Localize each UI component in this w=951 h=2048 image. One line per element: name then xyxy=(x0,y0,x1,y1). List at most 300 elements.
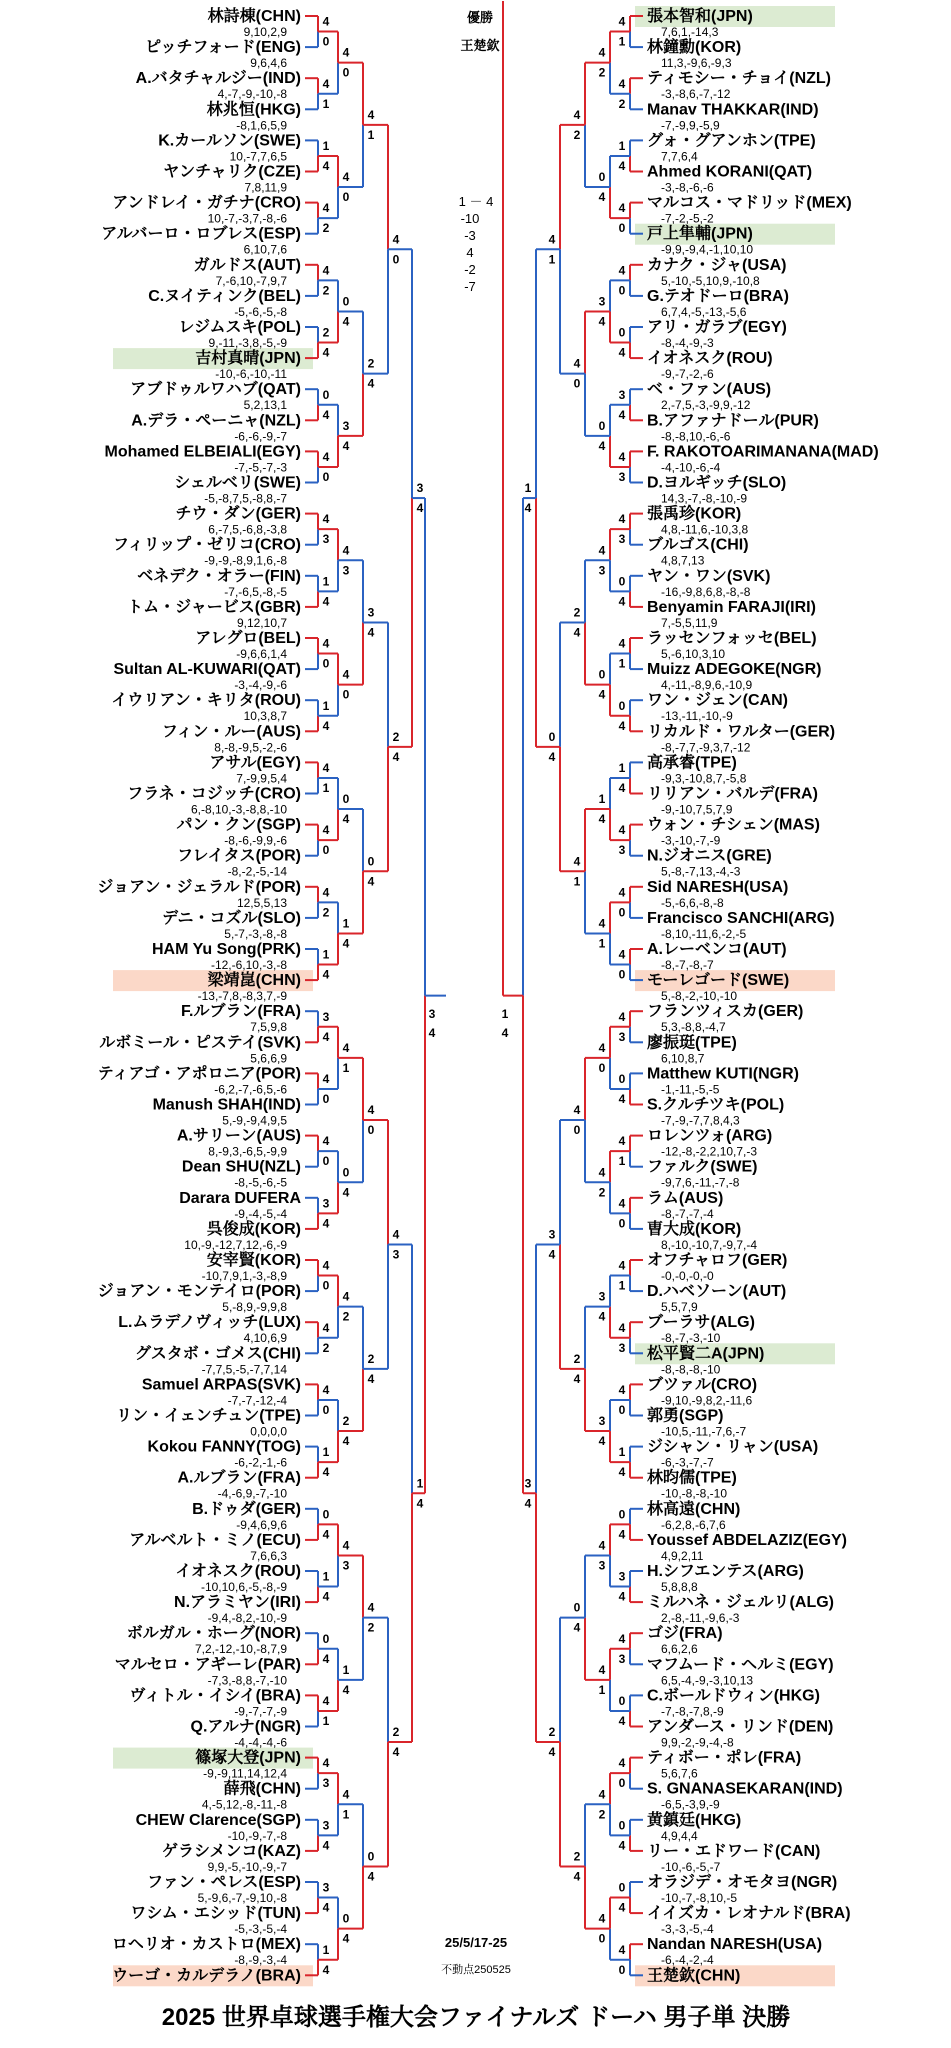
final-game-scores xyxy=(459,194,494,294)
match-score: -10,-6,-5,-7 xyxy=(661,1859,721,1874)
game-count: 4 xyxy=(342,1185,350,1200)
game-count: 2 xyxy=(367,1620,375,1635)
game-count: 4 xyxy=(342,1682,350,1697)
player-name: HAM Yu Song(PRK) xyxy=(151,941,301,958)
game-count: 0 xyxy=(342,1911,350,1926)
player-name: D.ヨルギッチ(SLO) xyxy=(647,474,787,492)
game-count: 1 xyxy=(322,1713,330,1728)
game-count: 0 xyxy=(618,221,626,236)
player-name: 黄鎮廷(HKG) xyxy=(647,1811,742,1829)
player-name: 安宰賢(KOR) xyxy=(206,1252,301,1269)
game-count: 4 xyxy=(416,501,424,516)
player-name: ミルハネ・ジェルリ(ALG) xyxy=(647,1594,834,1612)
game-count: 3 xyxy=(618,532,626,547)
game-count: 4 xyxy=(618,636,626,651)
match-score: 10,-7,-3,7,-8,-6 xyxy=(207,211,287,226)
game-count: 4 xyxy=(392,1227,400,1242)
game-count: 0 xyxy=(322,469,330,484)
game-count: 4 xyxy=(618,201,626,216)
match-score: -9,6,6,1,4 xyxy=(236,647,287,661)
game-count: 4 xyxy=(618,1589,626,1604)
player-name: 曺大成(KOR) xyxy=(647,1220,742,1238)
game-count: 4 xyxy=(618,449,626,464)
player-name: ベ・ファン(AUS) xyxy=(647,381,772,399)
game-count: 4 xyxy=(342,1434,350,1449)
game-count: 4 xyxy=(322,718,330,733)
match-score: 2,-7,5,-3,-9,9,-12 xyxy=(661,398,751,413)
match-score: -9,3,-10,8,7,-5,8 xyxy=(661,771,747,786)
game-count: 3 xyxy=(618,1340,626,1355)
player-name: ブーラサ(ALG) xyxy=(647,1314,755,1332)
game-count: 4 xyxy=(342,1040,350,1055)
match-score: 7,-5,5,11,9 xyxy=(661,615,718,630)
champion-label: 優勝 xyxy=(466,10,494,25)
player-name: フランツィスカ(GER) xyxy=(647,1003,804,1021)
game-count: 4 xyxy=(322,1134,330,1149)
game-count: 4 xyxy=(618,14,626,29)
game-count: 3 xyxy=(342,418,350,433)
game-count: 4 xyxy=(322,1693,330,1708)
match-score: -12,-6,10,-3,-8 xyxy=(210,958,287,972)
game-count: 3 xyxy=(618,843,626,858)
game-count: 4 xyxy=(322,823,330,838)
game-count: 4 xyxy=(367,1600,375,1615)
game-count: 4 xyxy=(322,345,330,360)
game-count: 1 xyxy=(548,252,556,267)
player-name: ラム(AUS) xyxy=(647,1189,724,1207)
match-score: 10,-9,-12,7,12,-6,-9 xyxy=(184,1237,287,1252)
player-name: S.クルチツキ(POL) xyxy=(647,1096,785,1114)
player-name: パン・クン(SGP) xyxy=(176,816,301,834)
player-name: モーレゴード(SWE) xyxy=(647,972,790,990)
game-count: 1 xyxy=(322,574,330,589)
game-count: 3 xyxy=(322,1880,330,1895)
player-name: Q.アルナ(NGR) xyxy=(190,1718,301,1736)
match-score: -9,10,-9,8,2,-11,6 xyxy=(661,1393,753,1408)
match-score: 7,6,1,-14,3 xyxy=(661,25,719,39)
match-score: 7,2,-12,-10,-8,7,9 xyxy=(194,1642,287,1657)
player-name: C.ボールドウィン(HKG) xyxy=(647,1687,820,1705)
player-name: Ahmed KORANI(QAT) xyxy=(647,163,813,181)
game-count: 3 xyxy=(548,1227,556,1242)
match-score: -10,-7,-8,10,-5 xyxy=(661,1891,738,1905)
game-count: 0 xyxy=(322,1278,330,1293)
game-count: 4 xyxy=(618,1382,626,1397)
game-count: 0 xyxy=(322,387,330,402)
game-count: 1 xyxy=(367,127,375,142)
match-score: -0,-0,-0,-0 xyxy=(661,1269,714,1283)
game-count: 2 xyxy=(392,729,400,744)
game-count: 1 xyxy=(342,1662,350,1677)
game-count: 4 xyxy=(392,232,400,247)
game-count: 4 xyxy=(322,1071,330,1086)
final-game-score: 1 － 4 xyxy=(458,194,494,209)
game-count: 0 xyxy=(598,1931,606,1946)
game-count: 4 xyxy=(322,14,330,29)
match-score: 5,6,7,6 xyxy=(661,1766,698,1781)
game-count: 4 xyxy=(342,543,350,558)
credit-label: 不動点250525 xyxy=(441,1964,511,1976)
player-name: グスタボ・ゴメス(CHI) xyxy=(134,1345,301,1363)
game-count: 4 xyxy=(322,1651,330,1666)
player-name: 林鐘勳(KOR) xyxy=(647,39,742,57)
match-score: -10,-9,-7,-8 xyxy=(227,1828,287,1843)
player-name: F. RAKOTOARIMANANA(MAD) xyxy=(647,443,879,461)
match-score: 5,-8,-7,13,-4,-3 xyxy=(661,864,741,879)
date-label: 25/5/17-25 xyxy=(444,1935,508,1950)
match-score: -9,-7,-7,-9 xyxy=(234,1704,287,1719)
player-name: オフチャロフ(GER) xyxy=(647,1252,788,1269)
game-count: 4 xyxy=(618,1756,626,1771)
game-count: 4 xyxy=(598,1911,606,1926)
game-count: 1 xyxy=(322,947,330,962)
player-name: A.サリーン(AUS) xyxy=(176,1127,301,1145)
game-count: 4 xyxy=(618,780,626,795)
game-count: 4 xyxy=(322,967,330,982)
game-count: 2 xyxy=(392,1725,400,1740)
game-count: 3 xyxy=(524,1476,532,1491)
game-count: 4 xyxy=(618,1631,626,1646)
game-count: 4 xyxy=(618,718,626,733)
match-score: -7,-5,-7,-3 xyxy=(234,460,287,475)
game-count: 1 xyxy=(322,1942,330,1957)
player-name: ワシム・エシッド(TUN) xyxy=(130,1905,301,1923)
game-count: 4 xyxy=(322,636,330,651)
game-count: 2 xyxy=(548,1725,556,1740)
player-name: A.レーベンコ(AUT) xyxy=(647,941,787,958)
player-name: 呉俊成(KOR) xyxy=(206,1220,301,1238)
match-score: 5,3,-8,8,-4,7 xyxy=(661,1020,726,1035)
final-game-score: -3 xyxy=(464,228,476,243)
game-count: 1 xyxy=(322,138,330,153)
match-score: -3,-4,-9,-6 xyxy=(234,678,287,693)
match-score: 14,3,-7,-8,-10,-9 xyxy=(661,491,748,506)
player-name: ルボミール・ピステイ(SVK) xyxy=(99,1034,301,1052)
match-score: -4,-4,-4,-6 xyxy=(234,1735,287,1750)
game-count: 4 xyxy=(322,885,330,900)
game-count: 4 xyxy=(322,158,330,173)
right-semifinal-score: 1 xyxy=(501,1007,509,1021)
game-count: 4 xyxy=(573,1103,581,1118)
match-score: -7,3,-8,8,-7,-10 xyxy=(207,1673,287,1688)
match-score: -7,-8,-7,8,-9 xyxy=(661,1704,724,1719)
game-count: 1 xyxy=(322,96,330,111)
game-count: 3 xyxy=(598,563,606,578)
player-name: シェルベリ(SWE) xyxy=(174,474,301,492)
game-count: 3 xyxy=(322,1776,330,1791)
match-score: 6,-8,10,-3,-8,8,-10 xyxy=(190,802,287,817)
game-count: 4 xyxy=(618,512,626,527)
game-count: 1 xyxy=(618,138,626,153)
player-name: ティアゴ・アポロニア(POR) xyxy=(97,1065,301,1083)
player-name: ヤン・ワン(SVK) xyxy=(647,567,771,585)
player-name: K.カールソン(SWE) xyxy=(158,132,301,150)
player-name: ファン・ペレス(ESP) xyxy=(147,1874,301,1891)
game-count: 3 xyxy=(618,469,626,484)
game-count: 4 xyxy=(548,1247,556,1262)
game-count: 0 xyxy=(618,283,626,298)
game-count: 4 xyxy=(618,823,626,838)
game-count: 4 xyxy=(598,438,606,453)
match-score: -5,-6,-5,-8 xyxy=(234,304,287,319)
game-count: 4 xyxy=(618,594,626,609)
player-name: Dean SHU(NZL) xyxy=(181,1158,301,1176)
player-name: L.ムラデノヴィッチ(LUX) xyxy=(118,1314,301,1332)
match-score: -4,-10,-6,-4 xyxy=(661,460,721,475)
game-count: 4 xyxy=(322,1838,330,1853)
game-count: 2 xyxy=(573,1849,581,1864)
match-score: -3,-8,-6,-6 xyxy=(661,180,714,195)
match-score: -13,-11,-10,-9 xyxy=(661,709,733,724)
game-count: 3 xyxy=(618,1651,626,1666)
match-score: 8,-10,-10,7,-9,7,-4 xyxy=(661,1237,758,1252)
player-name: 張本智和(JPN) xyxy=(647,8,753,25)
match-score: 7,8,11,9 xyxy=(244,180,287,195)
game-count: 4 xyxy=(322,407,330,422)
match-score: -5,-6,6,-8,-8 xyxy=(661,895,724,910)
game-count: 1 xyxy=(618,1154,626,1169)
match-score: 11,3,-9,6,-9,3 xyxy=(661,56,732,71)
player-name: リカルド・ワルター(GER) xyxy=(647,723,836,741)
match-score: 6,6,2,6 xyxy=(661,1642,698,1657)
final-game-score: -7 xyxy=(464,279,476,294)
match-score: -9,4,-8,2,-10,-9 xyxy=(207,1611,287,1626)
player-name: 張禹珍(KOR) xyxy=(647,505,742,523)
match-score: -8,1,6,5,9 xyxy=(236,118,287,133)
game-count: 4 xyxy=(322,1382,330,1397)
match-score: -9,-7,-2,-6 xyxy=(661,367,714,382)
game-count: 0 xyxy=(618,1071,626,1086)
game-count: 1 xyxy=(342,1807,350,1822)
player-name: 林兆恒(HKG) xyxy=(206,101,301,119)
player-name: B.アファナドール(PUR) xyxy=(647,412,819,430)
match-score: 9,9,-2,-9,-4,-8 xyxy=(661,1735,734,1750)
game-count: 0 xyxy=(618,967,626,982)
game-count: 4 xyxy=(618,263,626,278)
player-name: ロレンツォ(ARG) xyxy=(647,1127,773,1145)
player-name: 梁靖崑(CHN) xyxy=(207,972,301,990)
game-count: 4 xyxy=(322,512,330,527)
player-name: ジョアン・ジェラルド(POR) xyxy=(97,878,301,896)
game-count: 4 xyxy=(598,1538,606,1553)
match-score: 5,-8,9,-9,9,8 xyxy=(222,1300,287,1315)
player-name: ヤンチャリク(CZE) xyxy=(163,163,301,181)
match-score: 6,-7,5,-6,8,-3,8 xyxy=(208,522,287,537)
player-name: イオネスク(ROU) xyxy=(175,1563,301,1580)
game-count: 0 xyxy=(342,65,350,80)
player-name: D.ハベソーン(AUT) xyxy=(647,1283,787,1301)
game-count: 4 xyxy=(618,947,626,962)
game-count: 3 xyxy=(392,1247,400,1262)
player-name: ジョアン・モンテイロ(POR) xyxy=(97,1283,301,1301)
match-score: 9,-11,-3,8,-5,-9 xyxy=(208,336,287,350)
final-game-score: -2 xyxy=(464,262,476,277)
player-name: ファルク(SWE) xyxy=(647,1158,758,1176)
match-score: -6,-2,-1,-6 xyxy=(234,1455,287,1470)
match-score: -1,-11,-5,-5 xyxy=(661,1082,720,1097)
game-count: 1 xyxy=(416,1476,424,1491)
game-count: 4 xyxy=(367,1869,375,1884)
game-count: 1 xyxy=(618,760,626,775)
game-count: 0 xyxy=(322,843,330,858)
game-count: 4 xyxy=(524,501,532,516)
player-name: アサル(EGY) xyxy=(209,754,301,772)
final-game-score: 4 xyxy=(466,245,474,260)
player-name: 戸上隼輔(JPN) xyxy=(647,225,753,243)
player-name: ゲラシメンコ(KAZ) xyxy=(161,1842,301,1860)
game-count: 4 xyxy=(573,854,581,869)
match-score: -10,5,-11,-7,6,-7 xyxy=(661,1424,747,1439)
player-name: F.ルブラン(FRA) xyxy=(181,1003,301,1021)
player-name: アンドレイ・ガチナ(CRO) xyxy=(112,194,301,212)
game-count: 4 xyxy=(322,1029,330,1044)
game-count: 0 xyxy=(618,1507,626,1522)
game-count: 4 xyxy=(367,1371,375,1386)
match-score: 7,6,6,3 xyxy=(250,1548,287,1563)
match-score: -8,-5,-6,-5 xyxy=(234,1175,287,1190)
game-count: 4 xyxy=(322,201,330,216)
game-count: 4 xyxy=(618,1258,626,1273)
player-name: A.バタチャルジー(IND) xyxy=(135,70,301,88)
page-title: 2025 世界卓球選手権大会ファイナルズ ドーハ 男子単 決勝 xyxy=(161,2004,791,2031)
match-score: -12,-8,-2,2,10,7,-3 xyxy=(661,1144,758,1159)
player-name: Francisco SANCHI(ARG) xyxy=(647,909,835,927)
match-score: -9,4,6,9,6 xyxy=(236,1517,287,1532)
match-score: -8,-7,7,-9,3,7,-12 xyxy=(661,740,751,755)
match-score: -6,2,-7,-6,5,-6 xyxy=(214,1082,287,1097)
player-name: ウォン・チシェン(MAS) xyxy=(647,816,820,834)
match-score: 9,6,4,6 xyxy=(250,56,287,71)
game-count: 1 xyxy=(342,1060,350,1075)
game-count: 4 xyxy=(618,345,626,360)
match-score: -13,-7,8,-8,3,7,-9 xyxy=(197,989,287,1004)
game-count: 0 xyxy=(342,687,350,702)
game-count: 1 xyxy=(618,1278,626,1293)
match-score: -9,-9,-8,9,1,6,-8 xyxy=(204,553,287,568)
match-score: -5,-3,-5,-4 xyxy=(234,1922,287,1937)
player-name: CHEW Clarence(SGP) xyxy=(135,1811,301,1829)
game-count: 0 xyxy=(342,792,350,807)
player-name: トム・ジャービス(GBR) xyxy=(127,598,301,616)
game-count: 4 xyxy=(618,1465,626,1480)
game-count: 4 xyxy=(618,1713,626,1728)
champion-name: 王楚欽 xyxy=(460,38,500,53)
bracket-lines xyxy=(305,1,643,1975)
match-score: -6,-6,-9,-7 xyxy=(234,429,287,444)
player-name: アルベルト・ミノ(ECU) xyxy=(129,1531,301,1549)
player-name: グォ・グアンホン(TPE) xyxy=(647,132,816,150)
match-score: -6,-3,-7,-7 xyxy=(661,1455,714,1470)
game-count: 0 xyxy=(367,1849,375,1864)
player-name: Manush SHAH(IND) xyxy=(152,1096,301,1114)
match-score: -6,5,-3,9,-9 xyxy=(661,1797,720,1812)
game-count: 4 xyxy=(598,190,606,205)
game-count: 0 xyxy=(322,1154,330,1169)
player-name: 王楚欽(CHN) xyxy=(647,1967,741,1985)
game-count: 2 xyxy=(322,325,330,340)
game-count: 4 xyxy=(342,1289,350,1304)
match-score: 4,10,6,9 xyxy=(243,1331,287,1346)
player-name: リン・イェンチュン(TPE) xyxy=(116,1407,301,1425)
player-name: ガルドス(AUT) xyxy=(193,256,301,274)
game-count: 4 xyxy=(322,76,330,91)
match-score: -5,-8,7,5,-8,8,-7 xyxy=(204,491,287,506)
game-count: 3 xyxy=(322,1009,330,1024)
game-count: 4 xyxy=(598,1787,606,1802)
game-count: 1 xyxy=(598,792,606,807)
match-score: 8,-9,3,-6,5,-9,9 xyxy=(208,1144,287,1159)
match-score: -8,-8,-8,-10 xyxy=(661,1362,721,1377)
match-score: 5,-6,10,3,10 xyxy=(661,647,726,661)
game-count: 2 xyxy=(598,1185,606,1200)
game-count: 4 xyxy=(322,1465,330,1480)
game-count: 0 xyxy=(367,1123,375,1138)
game-count: 4 xyxy=(367,1103,375,1118)
game-count: 4 xyxy=(322,449,330,464)
player-name: ウーゴ・カルデラノ(BRA) xyxy=(112,1967,301,1985)
player-name: ティボー・ポレ(FRA) xyxy=(647,1749,802,1767)
game-count: 4 xyxy=(618,1009,626,1024)
game-count: 2 xyxy=(322,283,330,298)
game-count: 0 xyxy=(618,574,626,589)
left-semifinal-score: 3 xyxy=(428,1007,436,1021)
game-count: 1 xyxy=(322,1569,330,1584)
player-name: フレイタス(POR) xyxy=(177,847,301,865)
match-score: 9,12,10,7 xyxy=(236,615,287,630)
player-name: ロヘリオ・カストロ(MEX) xyxy=(111,1936,301,1954)
player-name: N.アラミヤン(IRI) xyxy=(174,1594,301,1612)
game-count: 0 xyxy=(618,905,626,920)
game-count: 0 xyxy=(618,698,626,713)
match-score: 5,-9,-9,4,9,5 xyxy=(222,1113,287,1128)
match-score: 5,2,13,1 xyxy=(243,398,287,413)
game-count: 1 xyxy=(322,1445,330,1460)
game-count: 0 xyxy=(322,34,330,49)
game-count: 4 xyxy=(342,936,350,951)
game-count: 3 xyxy=(342,1558,350,1573)
match-score: 5,-10,-5,10,9,-10,8 xyxy=(661,273,760,288)
match-score: -9,-4,-5,-4 xyxy=(234,1206,287,1221)
game-count: 2 xyxy=(598,1807,606,1822)
game-count: 4 xyxy=(322,1320,330,1335)
game-count: 4 xyxy=(598,1309,606,1324)
match-score: -8,10,-11,6,-2,-5 xyxy=(661,926,747,941)
game-count: 4 xyxy=(342,1931,350,1946)
game-count: 0 xyxy=(598,170,606,185)
game-count: 4 xyxy=(322,1216,330,1231)
game-count: 0 xyxy=(618,1818,626,1833)
match-score: 8,-8,-9,5,-2,-6 xyxy=(214,740,287,755)
player-name: ティモシー・チョイ(NZL) xyxy=(647,70,831,88)
game-count: 0 xyxy=(342,1165,350,1180)
game-count: 4 xyxy=(598,543,606,558)
game-count: 4 xyxy=(598,1434,606,1449)
match-score: -10,7,9,1,-3,-8,9 xyxy=(201,1269,287,1283)
player-name: ブツァル(CRO) xyxy=(647,1376,758,1394)
player-name: フラネ・コジッチ(CRO) xyxy=(127,785,301,803)
player-name: Sid NARESH(USA) xyxy=(647,878,789,896)
game-count: 1 xyxy=(598,1682,606,1697)
player-name: ヴィトル・イシイ(BRA) xyxy=(129,1687,301,1705)
game-count: 3 xyxy=(598,294,606,309)
game-count: 2 xyxy=(322,905,330,920)
player-name: H.シフエンテス(ARG) xyxy=(647,1563,804,1580)
game-count: 0 xyxy=(618,1216,626,1231)
game-count: 0 xyxy=(548,729,556,744)
game-count: 4 xyxy=(618,76,626,91)
game-count: 0 xyxy=(573,376,581,391)
player-name: アレグロ(BEL) xyxy=(195,630,301,647)
